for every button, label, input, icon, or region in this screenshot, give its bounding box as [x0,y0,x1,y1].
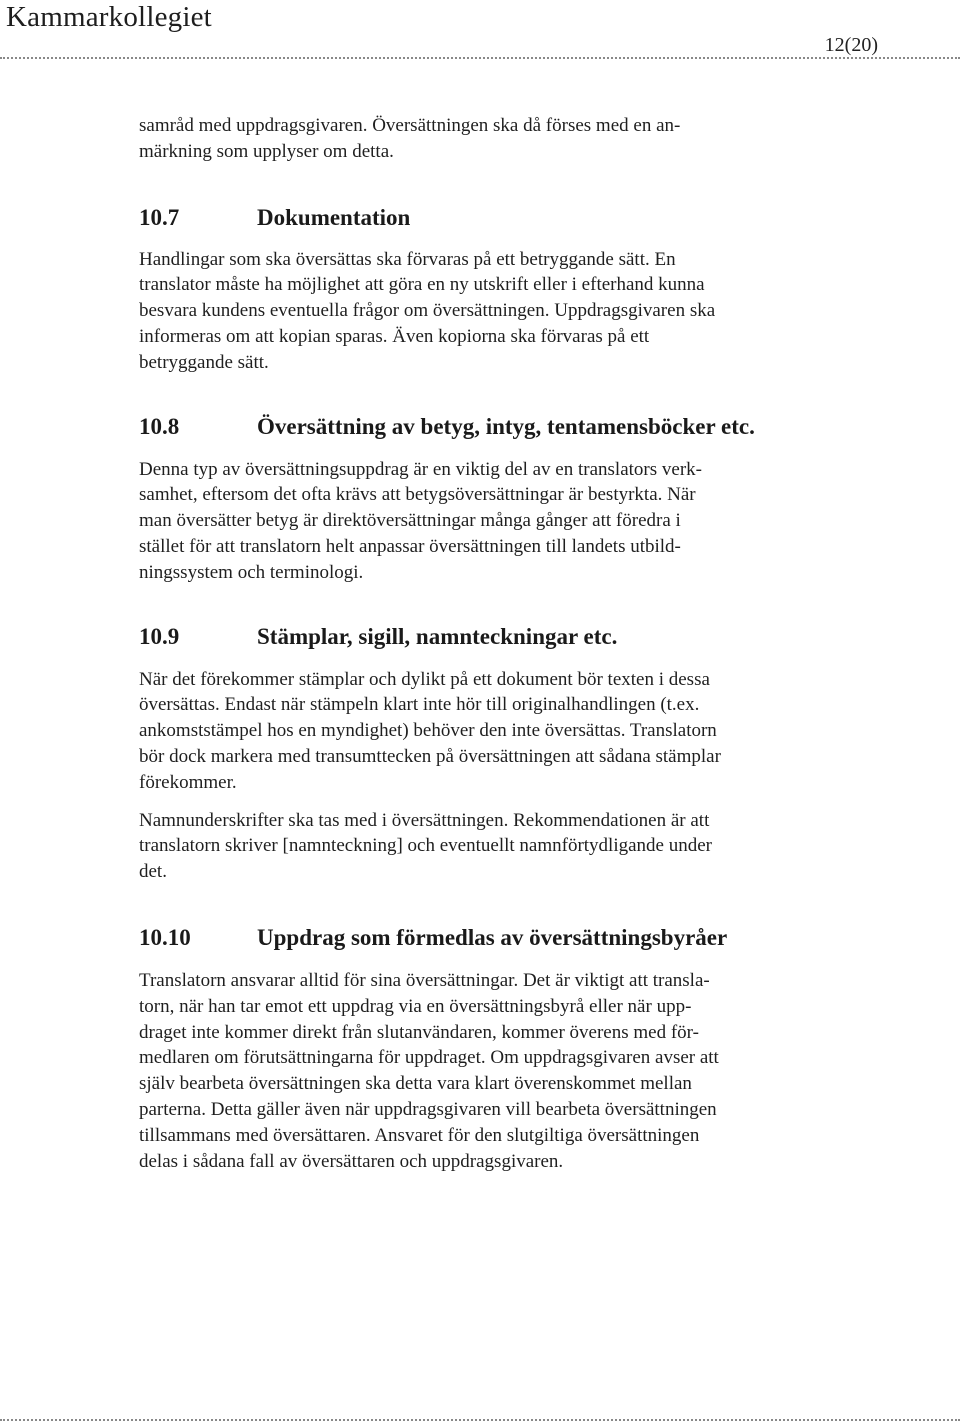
section-paragraph [139,247,839,376]
intro-paragraph [139,113,839,165]
text-line: stället för att translatorn helt anpassar översättningen till landets utbild- [139,535,681,557]
text-line: delas i sådana fall av översättaren och uppdragsgivaren. [139,1150,564,1172]
section-title: Uppdrag som förmedlas av översättningsbyråer [257,924,728,950]
section-paragraph [139,457,839,586]
text-line: Denna typ av översättningsuppdrag är en viktig del av en translators verk- [139,458,702,480]
footer-divider [0,1419,960,1421]
section-title: Översättning av betyg, intyg, tentamensböcker etc. [257,413,755,439]
document-body [139,113,839,1174]
text-line: samhet, eftersom det ofta krävs att betygsöversättningar är bestyrkta. När [139,484,696,506]
section-heading-10-7 [139,203,839,233]
page-number: 12(20) [824,34,878,56]
section-heading-10-10 [139,923,839,953]
text-line: själv bearbeta översättningen ska detta vara klart överenskommet mellan [139,1073,692,1095]
header-divider [0,57,960,59]
text-line: tillsammans med översättaren. Ansvaret för den slutgiltiga översättningen [139,1124,700,1146]
text-line: förekommer. [139,771,237,793]
text-line: När det förekommer stämplar och dylikt på ett dokument bör texten i dessa [139,668,710,690]
section-number: 10.7 [139,204,180,230]
document-header-title: Kammarkollegiet [6,1,212,33]
text-line: translator måste ha möjlighet att göra en ny utskrift eller i efterhand kunna [139,274,705,296]
section-paragraph [139,808,839,885]
text-line: Translatorn ansvarar alltid för sina översättningar. Det är viktigt att transla- [139,969,710,991]
section-title: Stämplar, sigill, namnteckningar etc. [257,623,618,649]
section-paragraph [139,968,839,1174]
text-line: ankomststämpel hos en myndighet) behöver den inte översättas. Translatorn [139,720,717,742]
text-line: parterna. Detta gäller även när uppdragsgivaren vill bearbeta översättningen [139,1098,717,1120]
section-title: Dokumentation [257,204,411,230]
section-number: 10.8 [139,413,180,439]
section-paragraph [139,667,839,796]
section-heading-10-8 [139,412,839,442]
text-line: översättas. Endast när stämpeln klart inte hör till originalhandlingen (t.ex. [139,694,700,716]
text-line: ningssystem och terminologi. [139,561,364,583]
text-line: man översätter betyg är direktöversättningar många gånger att föredra i [139,510,681,532]
text-line: medlaren om förutsättningarna för uppdraget. Om uppdragsgivaren avser att [139,1047,719,1069]
text-line: märkning som upplyser om detta. [139,140,394,162]
text-line: informeras om att kopian sparas. Även kopiorna ska förvaras på ett [139,325,650,347]
text-line: det. [139,861,167,883]
text-line: betryggande sätt. [139,351,269,373]
section-number: 10.9 [139,623,180,649]
section-heading-10-9 [139,622,839,652]
text-line: besvara kundens eventuella frågor om översättningen. Uppdragsgivaren ska [139,300,716,322]
text-line: Handlingar som ska översättas ska förvaras på ett betryggande sätt. En [139,248,676,270]
text-line: Namnunderskrifter ska tas med i översättningen. Rekommendationen är att [139,809,710,831]
text-line: samråd med uppdragsgivaren. Översättningen ska då förses med en an- [139,115,681,136]
text-line: bör dock markera med transumttecken på översättningen att sådana stämplar [139,745,721,767]
section-number: 10.10 [139,924,191,950]
text-line: translatorn skriver [namnteckning] och eventuellt namnförtydligande under [139,835,712,857]
text-line: draget inte kommer direkt från slutanvändaren, kommer överens med för- [139,1021,699,1043]
text-line: torn, när han tar emot ett uppdrag via en översättningsbyrå eller när upp- [139,995,692,1017]
